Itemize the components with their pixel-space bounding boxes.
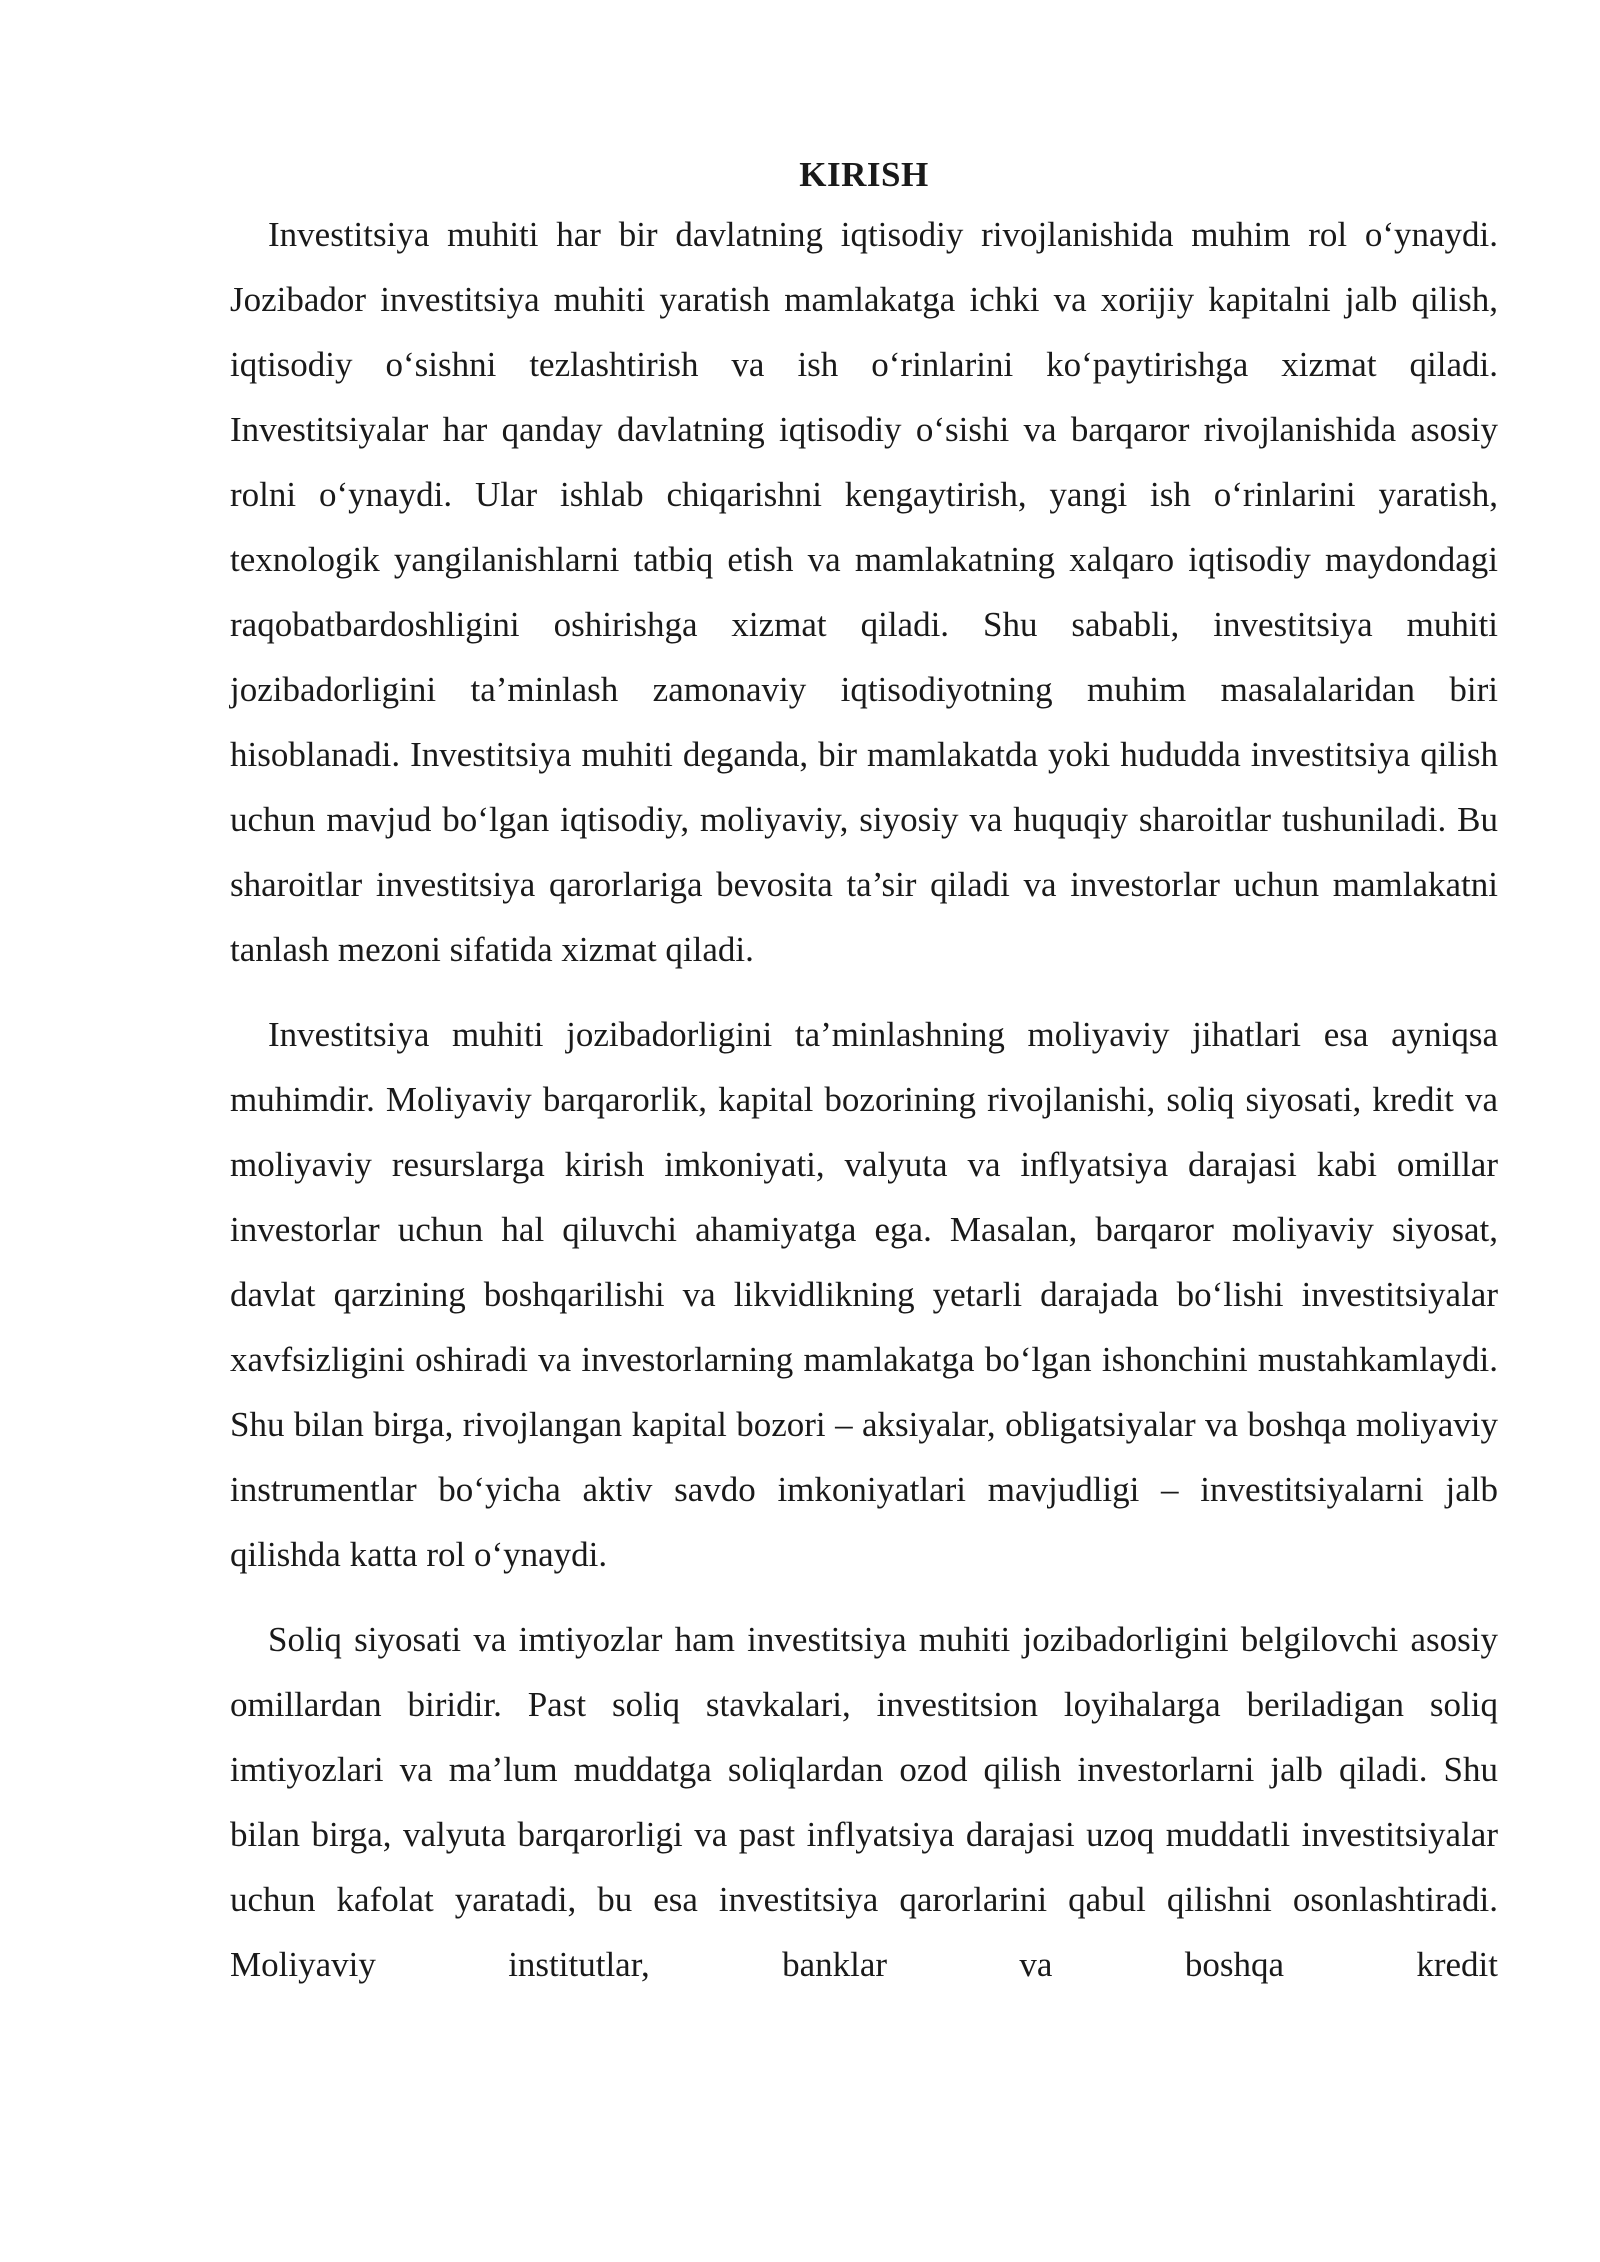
paragraph-2: Investitsiya muhiti jozibadorligini ta’minlashning moliyaviy jihatlari esa ayniqsa muhimdir. Moliyaviy barqarorlik, kapital bozorining rivojlanishi, soliq siyosati, kredit va moliyaviy resurslarga kirish imkoniyati, valyuta va inflyatsiya darajasi kabi omillar investorlar uchun hal qiluvchi ahamiyatga ega. Masalan, barqaror moliyaviy siyosat, davlat qarzining boshqarilishi va likvidlikning yetarli darajada bo‘lishi investitsiyalar xavfsizligini oshiradi va investorlarning mamlakatga bo‘lgan ishonchini mustahkamlaydi. Shu bilan birga, rivojlangan kapital bozori – aksiyalar, obligatsiyalar va boshqa moliyaviy instrumentlar bo‘yicha aktiv savdo imkoniyatlari mavjudligi – investitsiyalarni jalb qilishda katta rol o‘ynaydi. <box>230 1015 1498 1574</box>
paragraph-1: Investitsiya muhiti har bir davlatning iqtisodiy rivojlanishida muhim rol o‘ynaydi. Jozibador investitsiya muhiti yaratish mamlakatga ichki va xorijiy kapitalni jalb qilish, iqtisodiy o‘sishni tezlashtirish va ish o‘rinlarini ko‘paytirishga xizmat qiladi. Investitsiyalar har qanday davlatning iqtisodiy o‘sishi va barqaror rivojlanishida asosiy rolni o‘ynaydi. Ular ishlab chiqarishni kengaytirish, yangi ish o‘rinlarini yaratish, texnologik yangilanishlarni tatbiq etish va mamlakatning xalqaro iqtisodiy maydondagi raqobatbardoshligini oshirishga xizmat qiladi. Shu sababli, investitsiya muhiti jozibadorligini ta’minlash zamonaviy iqtisodiyotning muhim masalalaridan biri hisoblanadi. Investitsiya muhiti deganda, bir mamlakatda yoki hududda investitsiya qilish uchun mavjud bo‘lgan iqtisodiy, moliyaviy, siyosiy va huquqiy sharoitlar tushuniladi. Bu sharoitlar investitsiya qarorlariga bevosita ta’sir qiladi va investorlar uchun mamlakatni tanlash mezoni sifatida xizmat qiladi. <box>230 215 1498 969</box>
paragraph-3: Soliq siyosati va imtiyozlar ham investitsiya muhiti jozibadorligini belgilovchi asosiy omillardan biridir. Past soliq stavkalari, investitsion loyihalarga beriladigan soliq imtiyozlari va ma’lum muddatga soliqlardan ozod qilish investorlarni jalb qiladi. Shu bilan birga, valyuta barqarorligi va past inflyatsiya darajasi uzoq muddatli investitsiyalar uchun kafolat yaratadi, bu esa investitsiya qarorlarini qabul qilishni osonlashtiradi. Moliyaviy institutlar, banklar va boshqa kredit <box>230 1620 1498 1984</box>
page-content <box>230 150 1498 1997</box>
section-title: KIRISH <box>799 155 929 194</box>
